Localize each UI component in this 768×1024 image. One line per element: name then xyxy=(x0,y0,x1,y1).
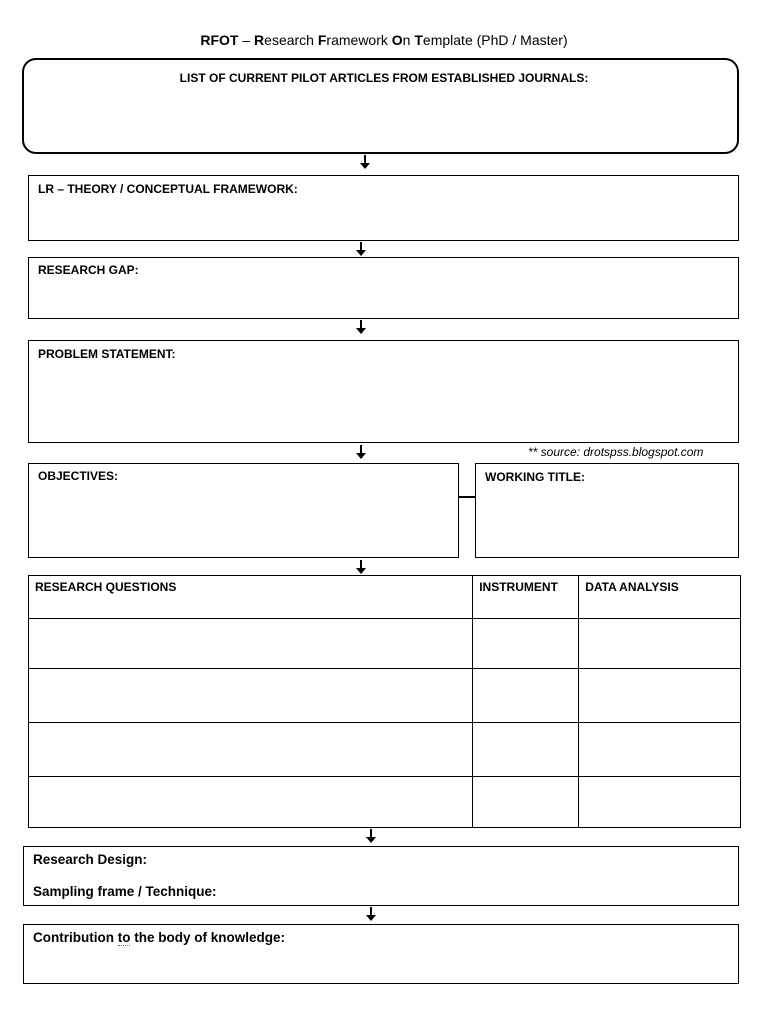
working-title-label: WORKING TITLE: xyxy=(485,470,585,484)
column-header: DATA ANALYSIS xyxy=(585,580,679,594)
down-arrow-icon xyxy=(366,829,376,843)
table-cell[interactable] xyxy=(29,723,473,777)
objectives-label: OBJECTIVES: xyxy=(38,469,119,483)
table-cell[interactable] xyxy=(579,669,741,723)
down-arrow-icon xyxy=(366,907,376,921)
title-part: RFOT xyxy=(200,32,239,48)
research-design-label: Research Design: xyxy=(33,852,148,867)
page-title xyxy=(0,32,768,48)
table-row xyxy=(29,669,741,723)
table-cell[interactable] xyxy=(473,723,579,777)
down-arrow-icon xyxy=(356,320,366,334)
title-part: F xyxy=(317,32,327,48)
title-part: T xyxy=(414,32,423,48)
title-part: emplate (PhD / Master) xyxy=(422,32,568,48)
sampling-label: Sampling frame / Technique: xyxy=(33,884,217,899)
down-arrow-icon xyxy=(360,155,370,169)
table-row xyxy=(29,777,741,828)
table-row xyxy=(29,723,741,777)
table-cell[interactable] xyxy=(579,619,741,669)
title-part: R xyxy=(254,32,265,48)
down-arrow-icon xyxy=(356,560,366,574)
pilot-articles-label: LIST OF CURRENT PILOT ARTICLES FROM ESTABLISHED JOURNALS: xyxy=(179,71,589,85)
table-cell[interactable] xyxy=(29,777,473,828)
lr-theory-label: LR – THEORY / CONCEPTUAL FRAMEWORK: xyxy=(38,182,298,196)
research-gap-label: RESEARCH GAP: xyxy=(38,263,139,277)
title-part: ramework xyxy=(326,32,392,48)
down-arrow-icon xyxy=(356,445,366,459)
table-cell[interactable] xyxy=(473,669,579,723)
connector-line xyxy=(459,496,475,498)
column-header: INSTRUMENT xyxy=(479,580,558,594)
table-header-row xyxy=(29,576,741,619)
table-cell[interactable] xyxy=(579,777,741,828)
column-header: RESEARCH QUESTIONS xyxy=(35,580,177,594)
table-row xyxy=(29,619,741,669)
research-questions-table xyxy=(28,575,741,828)
title-part: n xyxy=(402,32,415,48)
table-cell[interactable] xyxy=(29,669,473,723)
table-cell[interactable] xyxy=(29,619,473,669)
title-part: – xyxy=(238,32,255,48)
contribution-label: Contribution to the body of knowledge: xyxy=(33,930,285,945)
table-cell[interactable] xyxy=(473,777,579,828)
problem-statement-label: PROBLEM STATEMENT: xyxy=(38,347,176,361)
down-arrow-icon xyxy=(356,242,366,256)
title-part: O xyxy=(391,32,403,48)
spellcheck-underline: to xyxy=(117,930,131,945)
table-cell[interactable] xyxy=(473,619,579,669)
title-part: esearch xyxy=(264,32,318,48)
source-note: ** source: drotspss.blogspot.com xyxy=(528,445,704,459)
table-cell[interactable] xyxy=(579,723,741,777)
